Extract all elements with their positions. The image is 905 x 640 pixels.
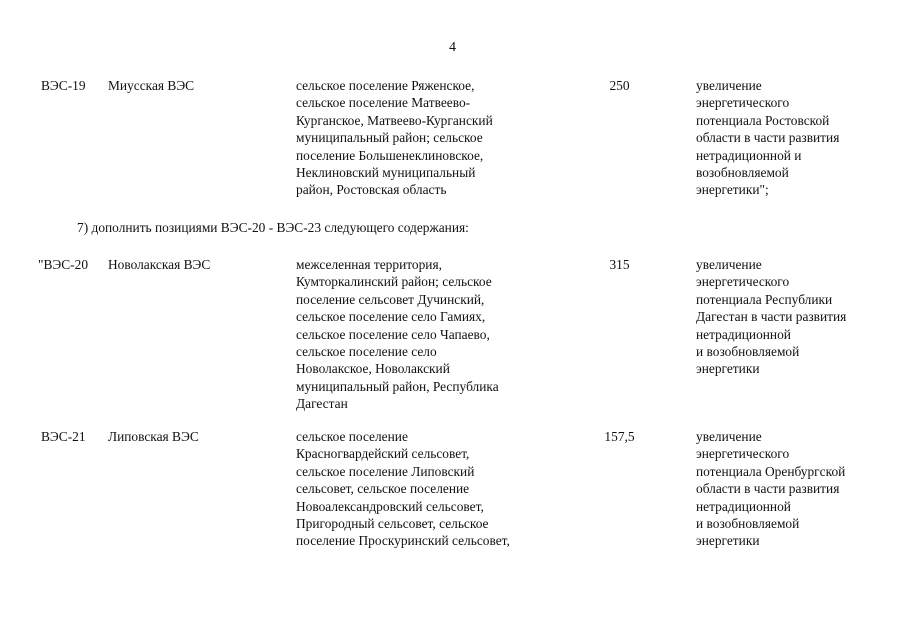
location-line: Пригородный сельсовет, сельское <box>296 516 489 532</box>
object-name: Миусская ВЭС <box>108 78 195 93</box>
location-line: сельское поселение <box>296 429 408 444</box>
purpose-line: и возобновляемой <box>696 344 800 360</box>
location-line: район, Ростовская область <box>296 182 447 198</box>
object-code: ВЭС-19 <box>41 78 86 93</box>
purpose-line: области в части развития <box>696 130 840 146</box>
purpose-line: энергетики <box>696 533 760 549</box>
page-number: 4 <box>449 40 456 55</box>
purpose-line: увеличение <box>696 78 762 93</box>
location-line: поселение Большенеклиновское, <box>296 147 484 163</box>
location-line: сельское поселение село Чапаево, <box>296 326 490 342</box>
purpose-line: энергетического <box>696 274 790 290</box>
object-code: "ВЭС-20 <box>38 257 89 272</box>
object-location <box>296 256 561 413</box>
location-line: Красногвардейский сельсовет, <box>296 446 470 462</box>
purpose-line: потенциала Оренбургской <box>696 463 846 479</box>
purpose-line: и возобновляемой <box>696 516 800 532</box>
purpose-line: увеличение <box>696 257 762 272</box>
purpose-line: нетрадиционной и <box>696 147 802 163</box>
object-location <box>296 428 561 550</box>
location-line: сельское поселение Ряженское, <box>296 78 475 93</box>
purpose-line: увеличение <box>696 429 762 444</box>
object-capacity: 315 <box>609 257 630 272</box>
purpose-line: потенциала Республики <box>696 291 833 307</box>
location-line: межселенная территория, <box>296 257 442 272</box>
object-capacity: 157,5 <box>604 429 635 444</box>
purpose-line: потенциала Ростовской <box>696 112 830 128</box>
location-line: Неклиновский муниципальный <box>296 165 476 181</box>
amendment-instruction: 7) дополнить позициями ВЭС-20 - ВЭС-23 следующего содержания: <box>77 220 469 235</box>
location-line: Дагестан <box>296 396 348 412</box>
purpose-line: энергетического <box>696 446 790 462</box>
location-line: поселение Проскуринский сельсовет, <box>296 533 510 549</box>
object-location <box>296 77 561 199</box>
object-purpose <box>696 77 886 199</box>
purpose-line: нетрадиционной <box>696 326 791 342</box>
location-line: сельское поселение Липовский <box>296 463 475 479</box>
object-purpose <box>696 256 886 378</box>
location-line: Кумторкалинский район; сельское <box>296 274 492 290</box>
object-code: ВЭС-21 <box>41 429 86 444</box>
location-line: муниципальный район, Республика <box>296 378 499 394</box>
object-capacity: 250 <box>609 78 630 93</box>
location-line: сельское поселение село <box>296 344 437 360</box>
location-line: Новоалександровский сельсовет, <box>296 498 484 514</box>
object-purpose <box>696 428 886 550</box>
purpose-line: Дагестан в части развития <box>696 309 847 325</box>
purpose-line: энергетического <box>696 95 790 111</box>
location-line: поселение сельсовет Дучинский, <box>296 291 485 307</box>
location-line: Новолакское, Новолакский <box>296 361 450 377</box>
purpose-line: энергетики <box>696 361 760 377</box>
location-line: Курганское, Матвеево-Курганский <box>296 112 493 128</box>
object-name: Новолакская ВЭС <box>108 257 211 272</box>
purpose-line: области в части развития <box>696 481 840 497</box>
location-line: сельсовет, сельское поселение <box>296 481 470 497</box>
purpose-line: возобновляемой <box>696 165 789 181</box>
location-line: сельское поселение село Гамиях, <box>296 309 486 325</box>
purpose-line: энергетики"; <box>696 182 769 198</box>
location-line: сельское поселение Матвеево- <box>296 95 471 111</box>
purpose-line: нетрадиционной <box>696 498 791 514</box>
object-name: Липовская ВЭС <box>108 429 199 444</box>
location-line: муниципальный район; сельское <box>296 130 483 146</box>
